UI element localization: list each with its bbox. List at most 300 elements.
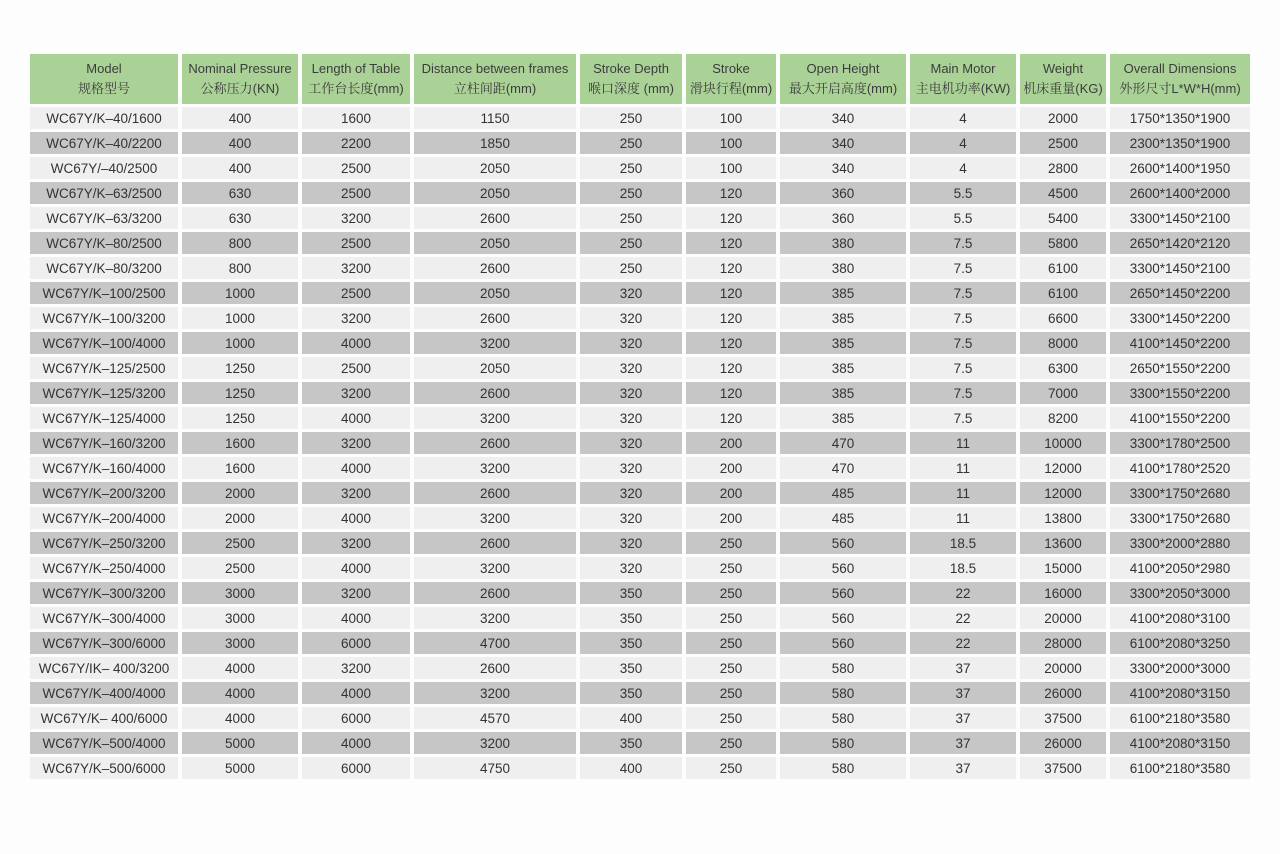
spec-cell: 360 — [780, 207, 906, 229]
model-cell: WC67Y/–40/2500 — [30, 157, 178, 179]
spec-cell: 250 — [686, 632, 776, 654]
spec-cell: 4000 — [302, 507, 410, 529]
spec-cell: 6100*2180*3580 — [1110, 757, 1250, 779]
spec-cell: 250 — [686, 732, 776, 754]
model-cell: WC67Y/K–200/4000 — [30, 507, 178, 529]
spec-cell: 8200 — [1020, 407, 1106, 429]
spec-cell: 1600 — [182, 457, 298, 479]
table-row-7 — [30, 282, 1250, 304]
spec-cell: 4000 — [182, 707, 298, 729]
spec-cell: 26000 — [1020, 682, 1106, 704]
spec-cell: 1000 — [182, 332, 298, 354]
spec-cell: 250 — [686, 607, 776, 629]
spec-cell: 2000 — [182, 507, 298, 529]
spec-cell: 37500 — [1020, 707, 1106, 729]
model-cell: WC67Y/K–63/2500 — [30, 182, 178, 204]
spec-cell: 7.5 — [910, 332, 1016, 354]
spec-cell: 350 — [580, 657, 682, 679]
column-header-zh: 规格型号 — [77, 81, 130, 96]
header-row — [30, 54, 1250, 104]
spec-cell: 2050 — [414, 182, 576, 204]
model-cell: WC67Y/K–300/6000 — [30, 632, 178, 654]
spec-cell: 2600 — [414, 307, 576, 329]
column-header-zh: 公称压力(KN) — [200, 81, 280, 96]
spec-cell: 2000 — [1020, 107, 1106, 129]
spec-cell: 320 — [580, 457, 682, 479]
column-header-zh: 最大开启高度(mm) — [788, 81, 898, 96]
column-header-9 — [1110, 54, 1250, 104]
spec-cell: 3200 — [302, 482, 410, 504]
spec-cell: 3200 — [414, 607, 576, 629]
spec-cell: 560 — [780, 582, 906, 604]
spec-cell: 3000 — [182, 582, 298, 604]
spec-cell: 1750*1350*1900 — [1110, 107, 1250, 129]
spec-cell: 2600 — [414, 207, 576, 229]
spec-cell: 4000 — [302, 607, 410, 629]
spec-cell: 5400 — [1020, 207, 1106, 229]
table-row-12 — [30, 407, 1250, 429]
spec-cell: 6000 — [302, 632, 410, 654]
table-row-1 — [30, 132, 1250, 154]
spec-cell: 3200 — [302, 532, 410, 554]
spec-cell: 100 — [686, 107, 776, 129]
spec-cell: 2600*1400*2000 — [1110, 182, 1250, 204]
spec-cell: 385 — [780, 407, 906, 429]
spec-cell: 18.5 — [910, 532, 1016, 554]
spec-cell: 5800 — [1020, 232, 1106, 254]
spec-cell: 3000 — [182, 607, 298, 629]
model-cell: WC67Y/K–125/2500 — [30, 357, 178, 379]
model-cell: WC67Y/K–80/3200 — [30, 257, 178, 279]
column-header-en: Nominal Pressure — [188, 60, 292, 76]
table-row-17 — [30, 532, 1250, 554]
spec-cell: 350 — [580, 632, 682, 654]
spec-cell: 2050 — [414, 157, 576, 179]
spec-cell: 4 — [910, 132, 1016, 154]
spec-cell: 4100*2080*3150 — [1110, 682, 1250, 704]
spec-cell: 2050 — [414, 282, 576, 304]
table-row-13 — [30, 432, 1250, 454]
spec-cell: 385 — [780, 357, 906, 379]
spec-cell: 4 — [910, 157, 1016, 179]
spec-cell: 2500 — [302, 182, 410, 204]
spec-table — [26, 51, 1254, 782]
spec-cell: 22 — [910, 607, 1016, 629]
spec-cell: 6600 — [1020, 307, 1106, 329]
spec-cell: 250 — [580, 182, 682, 204]
spec-cell: 4100*1450*2200 — [1110, 332, 1250, 354]
spec-cell: 3300*1450*2200 — [1110, 307, 1250, 329]
table-row-15 — [30, 482, 1250, 504]
spec-cell: 340 — [780, 132, 906, 154]
spec-cell: 800 — [182, 257, 298, 279]
spec-cell: 4000 — [302, 557, 410, 579]
spec-cell: 580 — [780, 682, 906, 704]
spec-cell: 2650*1550*2200 — [1110, 357, 1250, 379]
column-header-en: Main Motor — [930, 60, 996, 76]
spec-cell: 400 — [182, 107, 298, 129]
table-row-18 — [30, 557, 1250, 579]
spec-cell: 1150 — [414, 107, 576, 129]
spec-cell: 7.5 — [910, 307, 1016, 329]
model-cell: WC67Y/K–100/2500 — [30, 282, 178, 304]
table-row-10 — [30, 357, 1250, 379]
spec-cell: 250 — [580, 207, 682, 229]
spec-cell: 4 — [910, 107, 1016, 129]
model-cell: WC67Y/K–125/4000 — [30, 407, 178, 429]
spec-cell: 560 — [780, 532, 906, 554]
spec-cell: 37 — [910, 682, 1016, 704]
table-row-5 — [30, 232, 1250, 254]
spec-cell: 470 — [780, 457, 906, 479]
spec-cell: 7.5 — [910, 282, 1016, 304]
spec-cell: 22 — [910, 632, 1016, 654]
spec-cell: 385 — [780, 282, 906, 304]
column-header-en: Open Height — [806, 60, 880, 76]
spec-cell: 350 — [580, 607, 682, 629]
spec-cell: 1250 — [182, 357, 298, 379]
spec-cell: 12000 — [1020, 457, 1106, 479]
model-cell: WC67Y/K–80/2500 — [30, 232, 178, 254]
column-header-7 — [910, 54, 1016, 104]
spec-cell: 250 — [686, 707, 776, 729]
spec-cell: 385 — [780, 382, 906, 404]
spec-cell: 37500 — [1020, 757, 1106, 779]
spec-cell: 400 — [580, 757, 682, 779]
spec-cell: 120 — [686, 282, 776, 304]
column-header-zh: 工作台长度(mm) — [308, 81, 404, 96]
spec-cell: 320 — [580, 332, 682, 354]
table-row-6 — [30, 257, 1250, 279]
spec-cell: 3200 — [414, 457, 576, 479]
column-header-en: Distance between frames — [421, 60, 569, 76]
model-cell: WC67Y/K–500/4000 — [30, 732, 178, 754]
spec-cell: 5.5 — [910, 207, 1016, 229]
column-header-zh: 主电机功率(KW) — [915, 81, 1011, 96]
table-row-23 — [30, 682, 1250, 704]
column-header-3 — [414, 54, 576, 104]
spec-cell: 6000 — [302, 757, 410, 779]
spec-cell: 250 — [686, 657, 776, 679]
spec-cell: 2050 — [414, 357, 576, 379]
spec-cell: 37 — [910, 757, 1016, 779]
spec-cell: 2200 — [302, 132, 410, 154]
spec-cell: 2650*1420*2120 — [1110, 232, 1250, 254]
spec-cell: 4570 — [414, 707, 576, 729]
spec-cell: 630 — [182, 182, 298, 204]
spec-cell: 2600*1400*1950 — [1110, 157, 1250, 179]
spec-cell: 580 — [780, 657, 906, 679]
spec-cell: 5000 — [182, 732, 298, 754]
spec-cell: 385 — [780, 307, 906, 329]
table-row-4 — [30, 207, 1250, 229]
spec-cell: 120 — [686, 257, 776, 279]
spec-cell: 3200 — [414, 682, 576, 704]
spec-cell: 320 — [580, 507, 682, 529]
spec-cell: 1850 — [414, 132, 576, 154]
spec-cell: 485 — [780, 507, 906, 529]
spec-cell: 4100*2080*3150 — [1110, 732, 1250, 754]
table-row-21 — [30, 632, 1250, 654]
spec-cell: 5000 — [182, 757, 298, 779]
spec-cell: 22 — [910, 582, 1016, 604]
spec-cell: 11 — [910, 507, 1016, 529]
model-cell: WC67Y/K–63/3200 — [30, 207, 178, 229]
spec-cell: 360 — [780, 182, 906, 204]
spec-cell: 6000 — [302, 707, 410, 729]
column-header-en: Model — [86, 60, 122, 76]
model-cell: WC67Y/K–200/3200 — [30, 482, 178, 504]
spec-cell: 10000 — [1020, 432, 1106, 454]
spec-cell: 3300*1450*2100 — [1110, 257, 1250, 279]
spec-cell: 2500 — [302, 357, 410, 379]
spec-cell: 400 — [580, 707, 682, 729]
spec-cell: 320 — [580, 407, 682, 429]
spec-cell: 120 — [686, 232, 776, 254]
table-row-25 — [30, 732, 1250, 754]
model-cell: WC67Y/K–40/1600 — [30, 107, 178, 129]
spec-cell: 485 — [780, 482, 906, 504]
spec-cell: 3300*1450*2100 — [1110, 207, 1250, 229]
spec-cell: 15000 — [1020, 557, 1106, 579]
spec-cell: 2500 — [182, 532, 298, 554]
spec-cell: 4000 — [302, 332, 410, 354]
spec-cell: 2500 — [1020, 132, 1106, 154]
spec-cell: 2300*1350*1900 — [1110, 132, 1250, 154]
spec-cell: 250 — [686, 557, 776, 579]
spec-cell: 5.5 — [910, 182, 1016, 204]
column-header-zh: 机床重量(KG) — [1023, 81, 1103, 96]
spec-cell: 100 — [686, 157, 776, 179]
model-cell: WC67Y/K–160/3200 — [30, 432, 178, 454]
spec-cell: 2650*1450*2200 — [1110, 282, 1250, 304]
table-row-11 — [30, 382, 1250, 404]
spec-cell: 4100*2050*2980 — [1110, 557, 1250, 579]
spec-cell: 120 — [686, 357, 776, 379]
spec-cell: 6100 — [1020, 282, 1106, 304]
spec-table-body — [30, 107, 1250, 779]
spec-cell: 120 — [686, 332, 776, 354]
spec-cell: 3200 — [302, 582, 410, 604]
spec-cell: 2600 — [414, 657, 576, 679]
spec-cell: 4100*1550*2200 — [1110, 407, 1250, 429]
spec-cell: 250 — [580, 107, 682, 129]
spec-cell: 800 — [182, 232, 298, 254]
spec-cell: 4100*2080*3100 — [1110, 607, 1250, 629]
spec-cell: 3200 — [302, 432, 410, 454]
table-row-22 — [30, 657, 1250, 679]
spec-cell: 2600 — [414, 257, 576, 279]
spec-cell: 1250 — [182, 382, 298, 404]
column-header-5 — [686, 54, 776, 104]
model-cell: WC67Y/K– 400/6000 — [30, 707, 178, 729]
spec-cell: 320 — [580, 482, 682, 504]
column-header-en: Stroke Depth — [593, 60, 669, 76]
spec-cell: 18.5 — [910, 557, 1016, 579]
spec-cell: 630 — [182, 207, 298, 229]
spec-cell: 12000 — [1020, 482, 1106, 504]
spec-cell: 7.5 — [910, 382, 1016, 404]
spec-cell: 250 — [686, 532, 776, 554]
spec-cell: 37 — [910, 657, 1016, 679]
spec-cell: 2800 — [1020, 157, 1106, 179]
spec-cell: 2600 — [414, 432, 576, 454]
spec-cell: 200 — [686, 457, 776, 479]
column-header-6 — [780, 54, 906, 104]
table-row-2 — [30, 157, 1250, 179]
spec-cell: 350 — [580, 582, 682, 604]
spec-cell: 2600 — [414, 382, 576, 404]
spec-cell: 400 — [182, 132, 298, 154]
spec-cell: 580 — [780, 707, 906, 729]
spec-cell: 120 — [686, 182, 776, 204]
spec-cell: 560 — [780, 557, 906, 579]
spec-cell: 580 — [780, 757, 906, 779]
spec-cell: 2600 — [414, 532, 576, 554]
column-header-1 — [182, 54, 298, 104]
spec-cell: 3200 — [302, 382, 410, 404]
column-header-en: Weight — [1042, 60, 1084, 76]
spec-cell: 11 — [910, 457, 1016, 479]
table-row-14 — [30, 457, 1250, 479]
spec-cell: 7.5 — [910, 257, 1016, 279]
spec-cell: 560 — [780, 607, 906, 629]
spec-cell: 3200 — [414, 407, 576, 429]
spec-cell: 250 — [686, 582, 776, 604]
spec-cell: 250 — [580, 257, 682, 279]
spec-cell: 20000 — [1020, 657, 1106, 679]
spec-cell: 380 — [780, 257, 906, 279]
spec-cell: 3300*1550*2200 — [1110, 382, 1250, 404]
model-cell: WC67Y/K–125/3200 — [30, 382, 178, 404]
column-header-zh: 立柱间距(mm) — [453, 81, 537, 96]
spec-cell: 1250 — [182, 407, 298, 429]
spec-cell: 320 — [580, 432, 682, 454]
spec-cell: 4000 — [182, 657, 298, 679]
spec-cell: 3200 — [302, 257, 410, 279]
spec-cell: 2050 — [414, 232, 576, 254]
spec-cell: 6100 — [1020, 257, 1106, 279]
spec-cell: 320 — [580, 307, 682, 329]
column-header-8 — [1020, 54, 1106, 104]
spec-cell: 100 — [686, 132, 776, 154]
spec-cell: 3200 — [414, 507, 576, 529]
column-header-0 — [30, 54, 178, 104]
spec-cell: 3200 — [302, 207, 410, 229]
spec-cell: 2500 — [302, 282, 410, 304]
spec-cell: 6100*2180*3580 — [1110, 707, 1250, 729]
spec-cell: 340 — [780, 157, 906, 179]
spec-cell: 2500 — [182, 557, 298, 579]
spec-cell: 4000 — [302, 457, 410, 479]
spec-cell: 2600 — [414, 482, 576, 504]
spec-cell: 3300*1750*2680 — [1110, 507, 1250, 529]
table-row-24 — [30, 707, 1250, 729]
spec-cell: 3300*2050*3000 — [1110, 582, 1250, 604]
spec-cell: 250 — [686, 682, 776, 704]
column-header-zh: 外形尺寸L*W*H(mm) — [1119, 81, 1241, 96]
model-cell: WC67Y/IK– 400/3200 — [30, 657, 178, 679]
spec-cell: 320 — [580, 532, 682, 554]
table-row-9 — [30, 332, 1250, 354]
table-row-20 — [30, 607, 1250, 629]
spec-cell: 1000 — [182, 282, 298, 304]
spec-cell: 26000 — [1020, 732, 1106, 754]
spec-cell: 16000 — [1020, 582, 1106, 604]
spec-cell: 13600 — [1020, 532, 1106, 554]
spec-cell: 4100*1780*2520 — [1110, 457, 1250, 479]
spec-cell: 7.5 — [910, 357, 1016, 379]
spec-cell: 13800 — [1020, 507, 1106, 529]
spec-table-wrap — [26, 51, 1254, 782]
column-header-zh: 滑块行程(mm) — [689, 81, 773, 96]
model-cell: WC67Y/K–250/3200 — [30, 532, 178, 554]
column-header-zh: 喉口深度 (mm) — [588, 81, 674, 96]
spec-cell: 120 — [686, 407, 776, 429]
spec-cell: 7000 — [1020, 382, 1106, 404]
model-cell: WC67Y/K–100/3200 — [30, 307, 178, 329]
spec-cell: 320 — [580, 282, 682, 304]
spec-cell: 11 — [910, 432, 1016, 454]
table-row-19 — [30, 582, 1250, 604]
column-header-2 — [302, 54, 410, 104]
spec-cell: 20000 — [1020, 607, 1106, 629]
spec-cell: 560 — [780, 632, 906, 654]
spec-cell: 37 — [910, 732, 1016, 754]
spec-cell: 250 — [580, 157, 682, 179]
spec-cell: 3000 — [182, 632, 298, 654]
spec-cell: 120 — [686, 382, 776, 404]
spec-cell: 3300*1780*2500 — [1110, 432, 1250, 454]
spec-cell: 1600 — [302, 107, 410, 129]
spec-table-header — [30, 54, 1250, 104]
model-cell: WC67Y/K–40/2200 — [30, 132, 178, 154]
spec-cell: 250 — [580, 232, 682, 254]
table-row-0 — [30, 107, 1250, 129]
spec-cell: 2500 — [302, 157, 410, 179]
table-row-16 — [30, 507, 1250, 529]
column-header-en: Stroke — [712, 60, 750, 76]
spec-cell: 250 — [686, 757, 776, 779]
spec-cell: 1000 — [182, 307, 298, 329]
spec-cell: 350 — [580, 682, 682, 704]
model-cell: WC67Y/K–300/4000 — [30, 607, 178, 629]
spec-cell: 2000 — [182, 482, 298, 504]
spec-cell: 7.5 — [910, 232, 1016, 254]
spec-cell: 4000 — [302, 407, 410, 429]
spec-cell: 6300 — [1020, 357, 1106, 379]
column-header-4 — [580, 54, 682, 104]
spec-cell: 3300*1750*2680 — [1110, 482, 1250, 504]
spec-cell: 200 — [686, 432, 776, 454]
spec-cell: 3200 — [302, 307, 410, 329]
spec-cell: 4700 — [414, 632, 576, 654]
spec-cell: 2500 — [302, 232, 410, 254]
model-cell: WC67Y/K–300/3200 — [30, 582, 178, 604]
spec-cell: 7.5 — [910, 407, 1016, 429]
spec-cell: 340 — [780, 107, 906, 129]
spec-cell: 3300*2000*3000 — [1110, 657, 1250, 679]
spec-cell: 4500 — [1020, 182, 1106, 204]
spec-cell: 11 — [910, 482, 1016, 504]
spec-cell: 400 — [182, 157, 298, 179]
model-cell: WC67Y/K–250/4000 — [30, 557, 178, 579]
model-cell: WC67Y/K–160/4000 — [30, 457, 178, 479]
spec-cell: 28000 — [1020, 632, 1106, 654]
column-header-en: Overall Dimensions — [1123, 60, 1237, 76]
spec-cell: 580 — [780, 732, 906, 754]
column-header-en: Length of Table — [311, 60, 401, 76]
